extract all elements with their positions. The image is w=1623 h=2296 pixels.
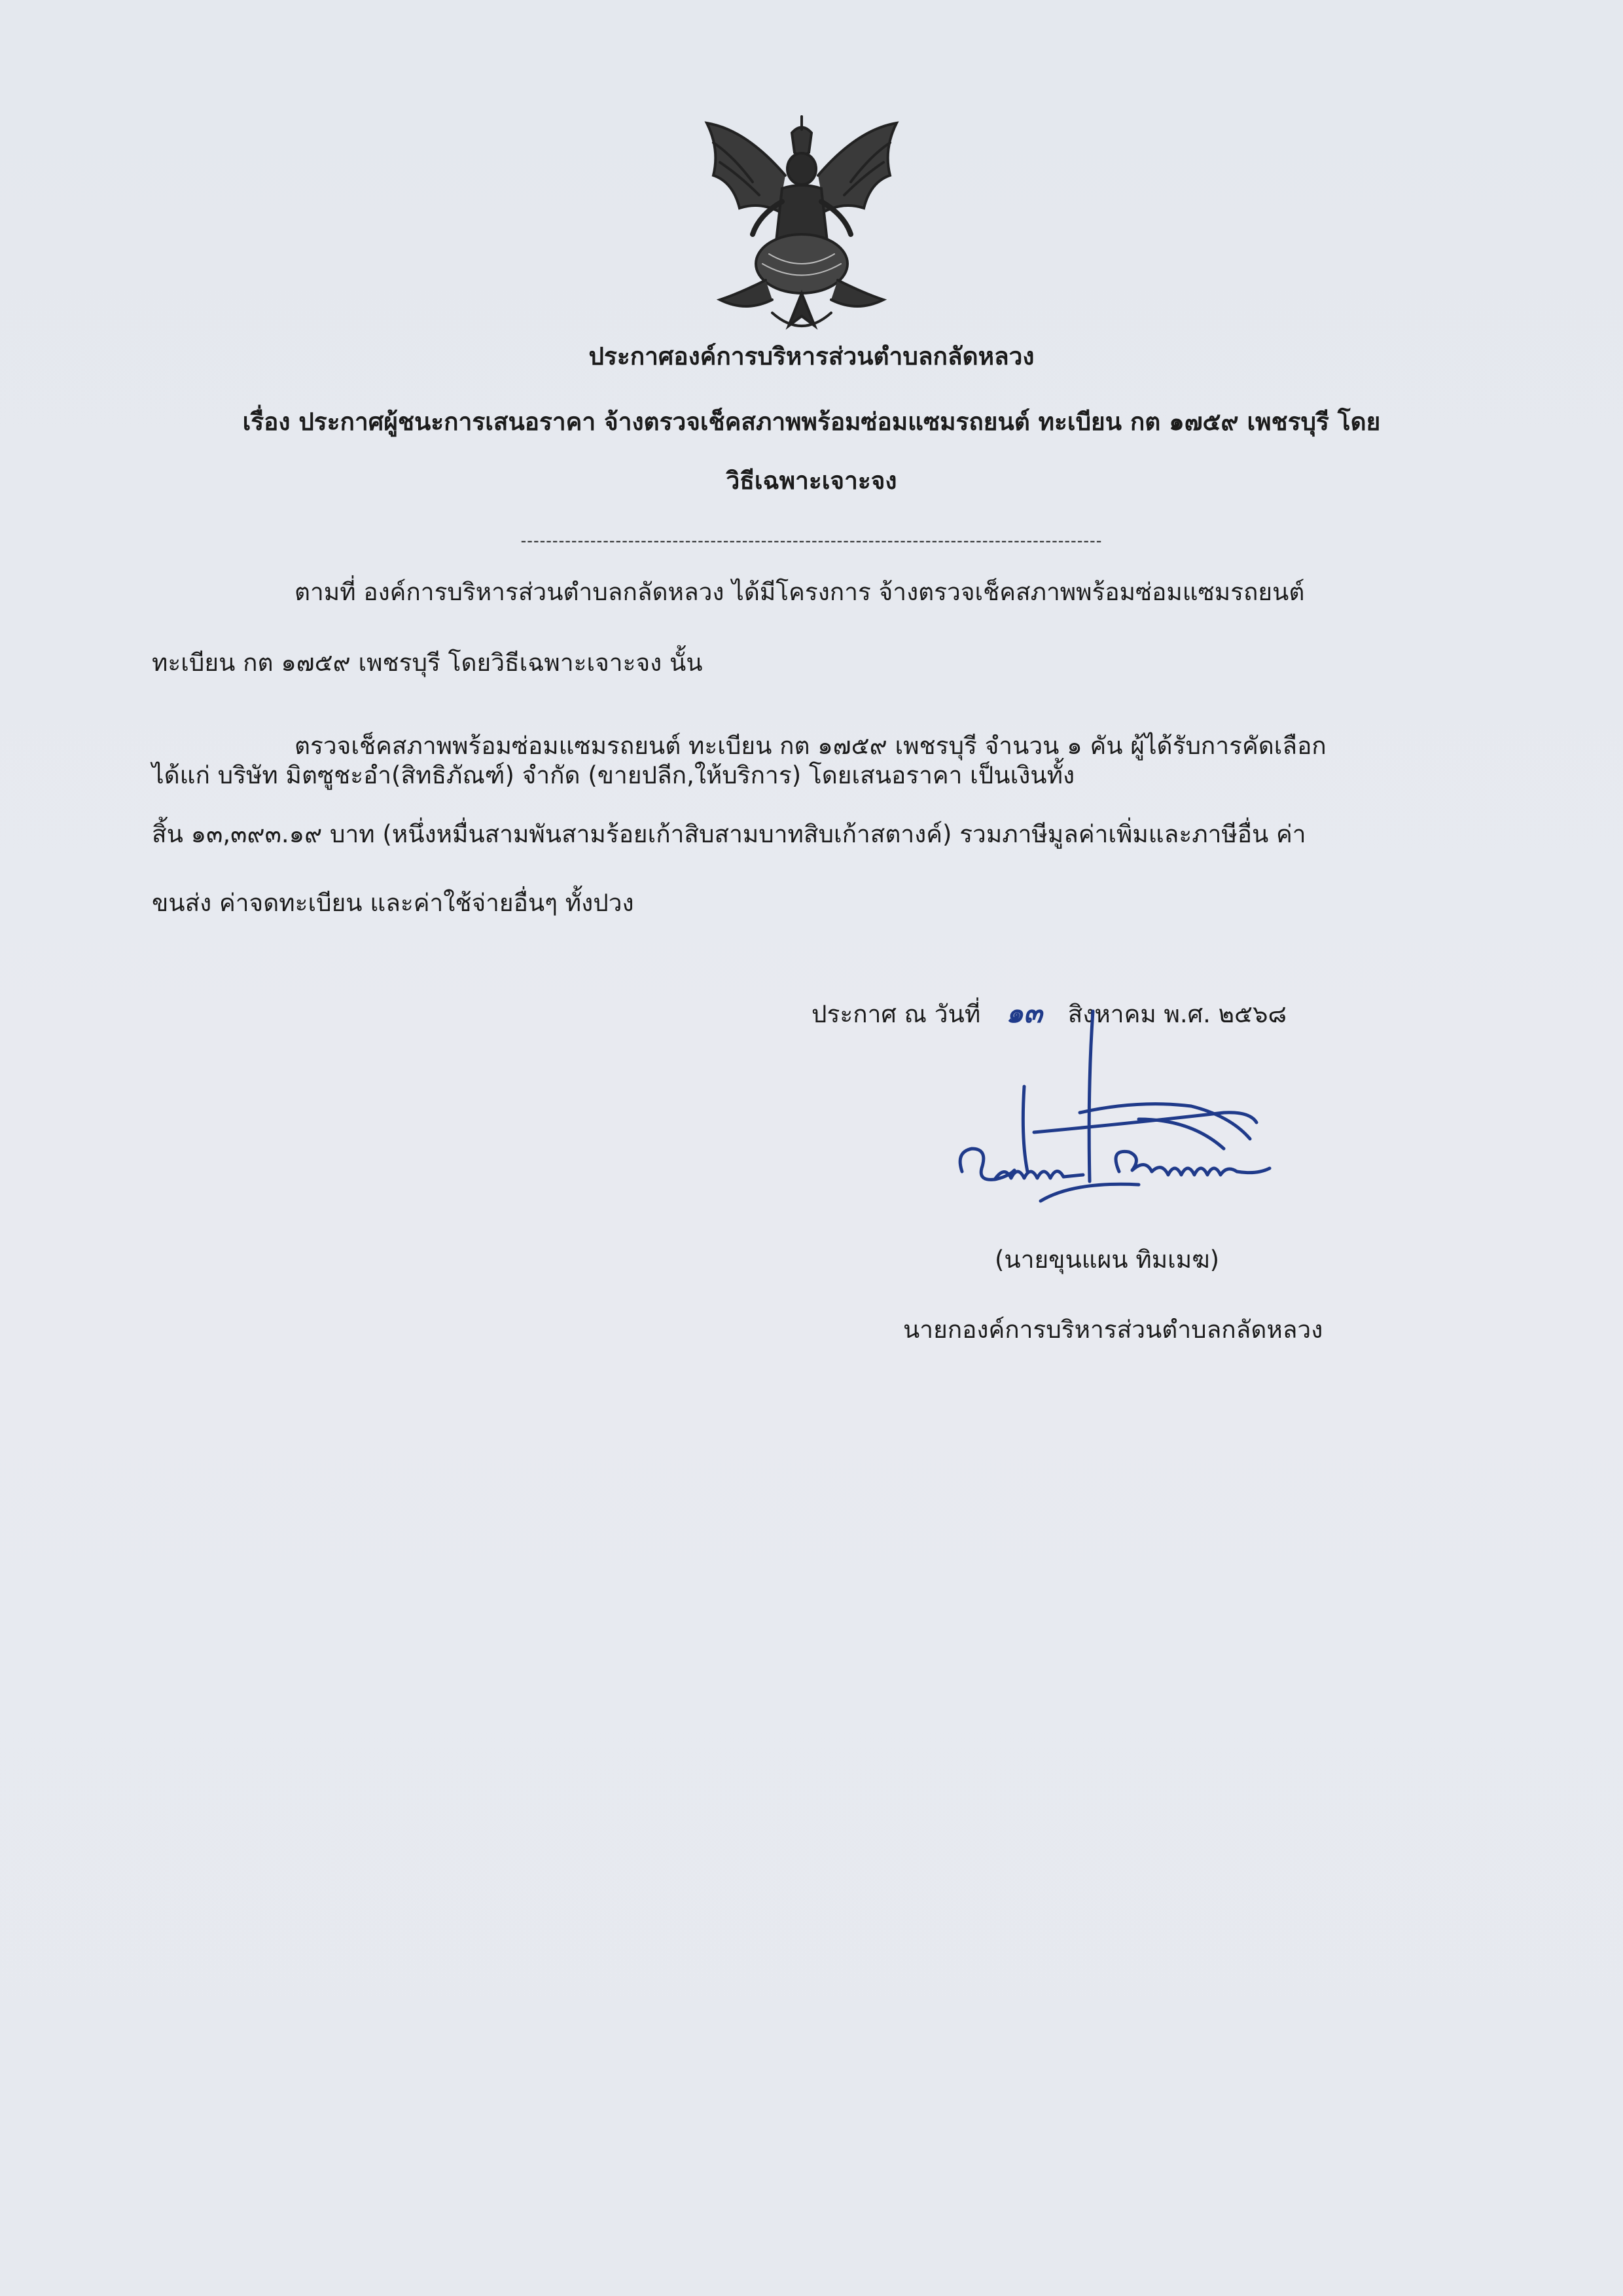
divider: -------------------------------------------------------------------------------------------- [520, 531, 1103, 550]
org-title: ประกาศองค์การบริหารส่วนตำบลกลัดหลวง [588, 342, 1035, 370]
date-month-year: สิงหาคม พ.ศ. ๒๕๖๘ [1067, 1000, 1287, 1028]
paragraph-1-line-1: ตามที่ องค์การบริหารส่วนตำบลกลัดหลวง ได้มีโครงการ จ้างตรวจเช็คสภาพพร้อมซ่อมแซมรถยนต์ [294, 578, 1305, 606]
paragraph-2-line-4: ขนส่ง ค่าจดทะเบียน และค่าใช้จ่ายอื่นๆ ทั้งปวง [152, 889, 634, 917]
subject-line: เรื่อง ประกาศผู้ชนะการเสนอราคา จ้างตรวจเช็คสภาพพร้อมซ่อมแซมรถยนต์ ทะเบียน กต ๑๗๕๙ เพชรบุรี โดย [242, 408, 1381, 436]
signer-name: (นายขุนแผน ทิมเมฆ) [995, 1246, 1220, 1274]
subject-line-continued: วิธีเฉพาะเจาะจง [726, 467, 897, 495]
paragraph-2-line-1: ตรวจเช็คสภาพพร้อมซ่อมแซมรถยนต์ ทะเบียน กต ๑๗๕๙ เพชรบุรี จำนวน ๑ คัน ผู้ได้รับการคัดเลือก [294, 732, 1327, 760]
date-day-handwritten: ๑๓ [1006, 997, 1043, 1029]
signer-title: นายกองค์การบริหารส่วนตำบลกลัดหลวง [903, 1316, 1323, 1344]
paragraph-2-line-2: ได้แก่ บริษัท มิตซูชะอำ(สิทธิภัณฑ์) จำกัด (ขายปลีก,ให้บริการ) โดยเสนอราคา เป็นเงินทั้ง [152, 761, 1075, 789]
garuda-emblem-icon [694, 103, 910, 346]
paragraph-1-line-2: ทะเบียน กต ๑๗๕๙ เพชรบุรี โดยวิธีเฉพาะเจาะจง นั้น [152, 649, 703, 677]
date-prefix: ประกาศ ณ วันที่ [812, 1000, 981, 1028]
paragraph-2-line-3: สิ้น ๑๓,๓๙๓.๑๙ บาท (หนึ่งหมื่นสามพันสามร้อยเก้าสิบสามบาทสิบเก้าสตางค์) รวมภาษีมูลค่าเพิ่มและภาษีอื่น ค่า [152, 820, 1306, 848]
handwritten-signature-icon [942, 1008, 1315, 1230]
